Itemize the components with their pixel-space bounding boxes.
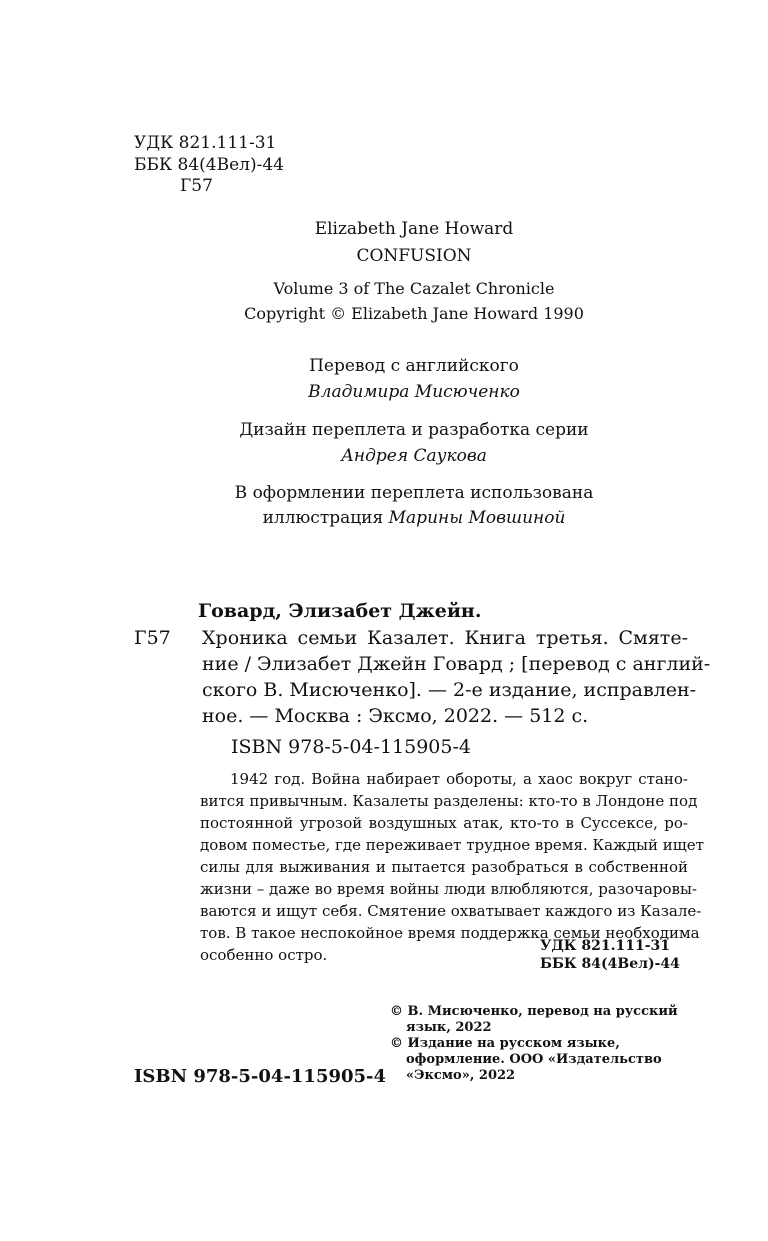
bibliography-author-mark: Г57 [134, 627, 171, 649]
translation-label: Перевод с английского [309, 356, 519, 376]
copyright-line: © В. Мисюченко, перевод на русский [390, 1004, 678, 1019]
annotation-line: тов. В такое неспокойное время поддержка семьи необходима [200, 924, 700, 942]
illustration-label: В оформлении переплета использована [234, 483, 594, 503]
bibliography-line: Хроника семьи Казалет. Книга третья. Смяте- [202, 627, 688, 649]
copyright-line: язык, 2022 [406, 1020, 492, 1035]
original-title: CONFUSION [356, 246, 472, 266]
original-volume: Volume 3 of The Cazalet Chronicle [273, 279, 555, 298]
bibliography-isbn: ISBN 978-5-04-115905-4 [231, 736, 471, 758]
annotation-line: 1942 год. Война набирает обороты, а хаос вокруг стано- [230, 770, 688, 788]
design-label: Дизайн переплета и разработка серии [239, 420, 589, 440]
footer-isbn: ISBN 978-5-04-115905-4 [134, 1066, 387, 1087]
bbk-code: ББК 84(4Вел)-44 [134, 155, 284, 175]
annotation-line: постоянной угрозой воздушных атак, кто-то в Суссексе, ро- [200, 814, 688, 832]
designer-name: Андрея Саукова [341, 446, 487, 466]
annotation-line: довом поместье, где переживает трудное время. Каждый ищет [200, 836, 704, 854]
illustrator-name: Марины Мовшиной [388, 508, 566, 528]
author-mark: Г57 [180, 176, 213, 196]
annotation-line: особенно остро. [200, 946, 328, 964]
bottom-bbk-code: ББК 84(4Вел)-44 [540, 956, 680, 972]
copyright-line: оформление. ООО «Издательство [406, 1052, 662, 1067]
annotation-line: силы для выживания и пытается разобраться в собственной [200, 858, 688, 876]
original-copyright: Copyright © Elizabeth Jane Howard 1990 [244, 304, 584, 323]
bibliography-heading: Говард, Элизабет Джейн. [198, 600, 482, 622]
original-author: Elizabeth Jane Howard [314, 219, 514, 239]
illustration-prefix: иллюстрация [262, 508, 389, 528]
translator-name: Владимира Мисюченко [308, 382, 520, 402]
copyright-notices [390, 1004, 678, 1084]
bibliography-line: ние / Элизабет Джейн Говард ; [перевод с англий- [202, 653, 711, 675]
annotation-line: вится привычным. Казалеты разделены: кто-то в Лондоне под [200, 792, 698, 810]
copyright-line: © Издание на русском языке, [390, 1036, 620, 1051]
copyright-line: «Эксмо», 2022 [406, 1068, 516, 1083]
bibliography-line: ное. — Москва : Эксмо, 2022. — 512 с. [202, 705, 589, 727]
bottom-udk-code: УДК 821.111-31 [540, 938, 671, 954]
bibliography-line: ского В. Мисюченко]. — 2-е издание, исправлен- [202, 679, 697, 701]
bibliography-text [202, 625, 711, 729]
illustration-line [0, 508, 768, 528]
annotation-line: жизни – даже во время войны люди влюбляются, разочаровы- [200, 880, 697, 898]
udk-code: УДК 821.111-31 [134, 133, 277, 153]
annotation-line: ваются и ищут себя. Смятение охватывает каждого из Казале- [200, 902, 702, 920]
